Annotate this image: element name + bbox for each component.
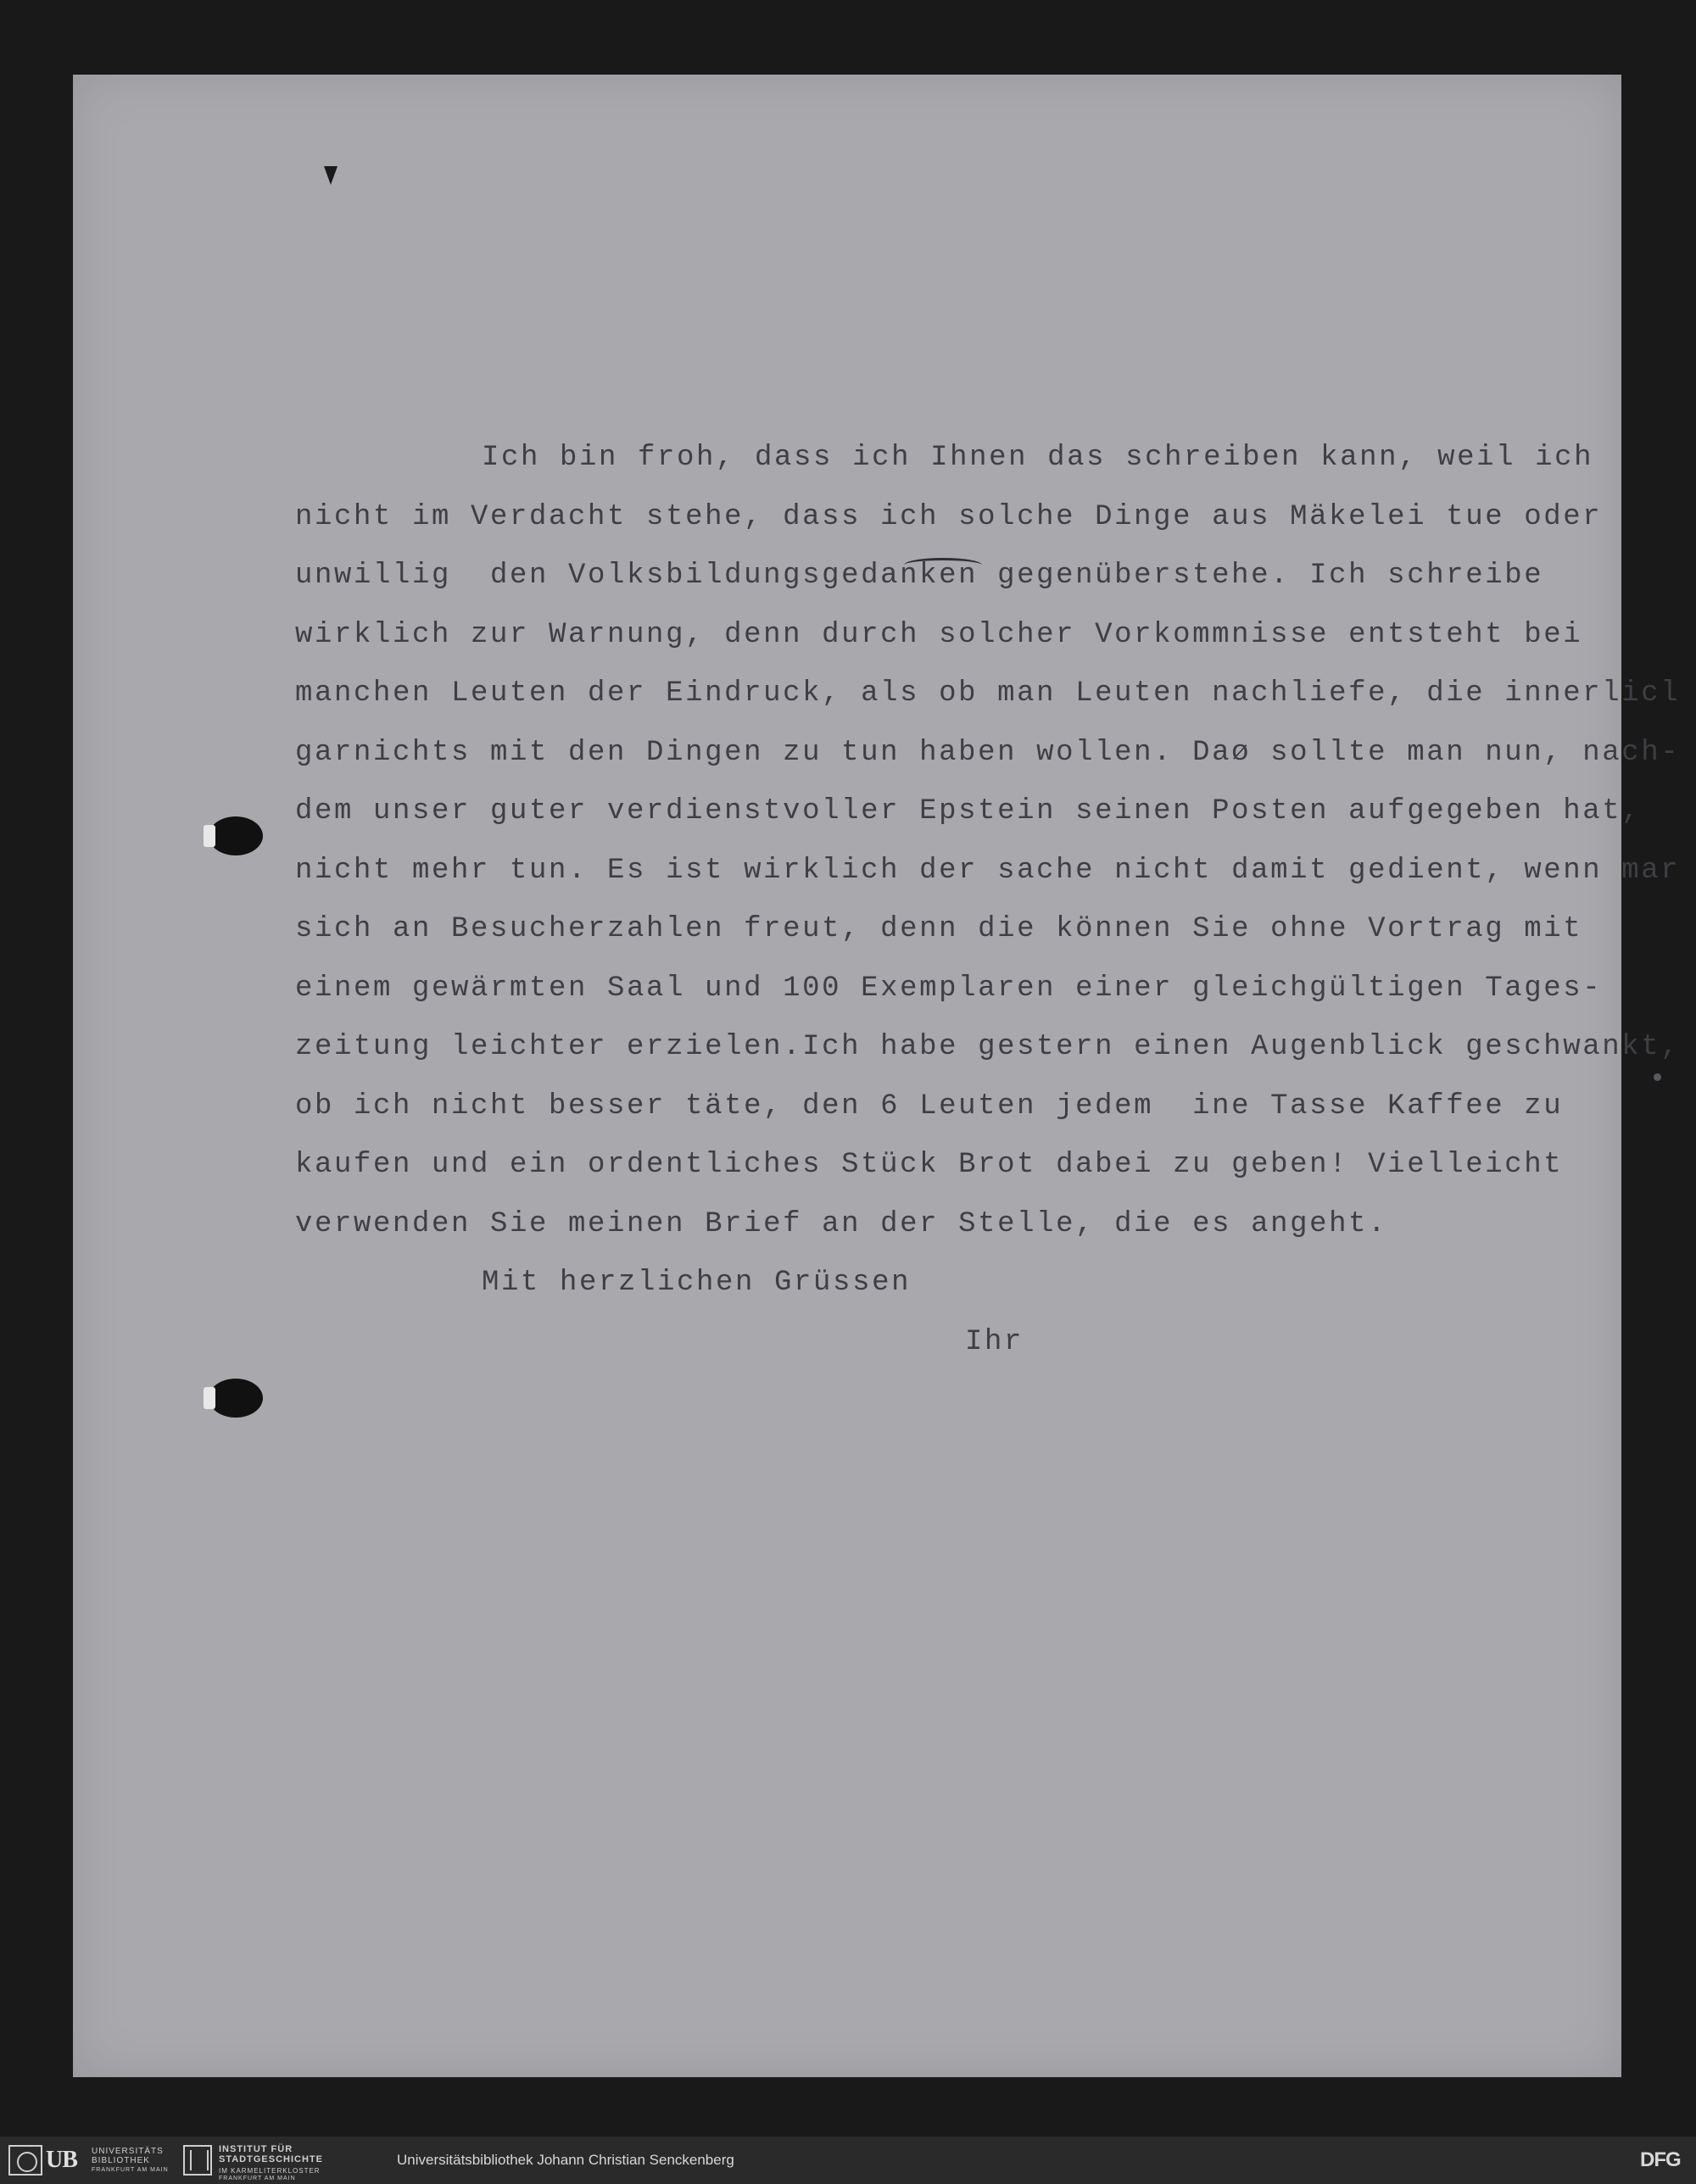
- letter-closing: Mit herzlichen Grüssen: [482, 1267, 912, 1299]
- letter-line: nicht mehr tun. Es ist wirklich der sache nicht damit gedient, wenn mar: [295, 855, 1681, 887]
- letter-line: unwillig den Volksbildungsgedanken gegenüberstehe. Ich schreibe: [295, 560, 1544, 592]
- university-library-logo-icon: [8, 2145, 42, 2176]
- letter-line: garnichts mit den Dingen zu tun haben wollen. Daø sollte man nun, nach-: [295, 737, 1681, 769]
- letter-page: [73, 75, 1681, 2077]
- letter-line: nicht im Verdacht stehe, dass ich solche Dinge aus Mäkelei tue oder: [295, 501, 1603, 533]
- letter-line: Ich bin froh, dass ich Ihnen das schreiben kann, weil ich: [482, 442, 1594, 474]
- institute-location-line: IM KARMELITERKLOSTER: [219, 2167, 321, 2175]
- letter-body: [73, 75, 1681, 2077]
- institute-city-line: FRANKFURT AM MAIN: [219, 2176, 296, 2181]
- letter-line: wirklich zur Warnung, denn durch solcher Vorkommnisse entsteht bei: [295, 619, 1583, 651]
- letter-line: verwenden Sie meinen Brief an der Stelle, die es angeht.: [295, 1208, 1388, 1240]
- letter-line: dem unser guter verdienstvoller Epstein seinen Posten aufgegeben hat,: [295, 795, 1642, 827]
- stray-ink-dot: [1654, 1073, 1661, 1081]
- letter-line: manchen Leuten der Eindruck, als ob man Leuten nachliefe, die innerlicl: [295, 677, 1681, 710]
- ub-city-line: FRANKFURT AM MAIN: [92, 2167, 169, 2173]
- institute-logo-icon: [183, 2145, 212, 2176]
- footer-bar: [0, 2137, 1696, 2184]
- dfg-logo: DFG: [1640, 2148, 1681, 2171]
- ub-initials: UB: [46, 2147, 77, 2173]
- letter-line: ob ich nicht besser täte, den 6 Leuten jedem ine Tasse Kaffee zu: [295, 1090, 1564, 1123]
- ub-name-line: UNIVERSITÄTS: [92, 2147, 164, 2156]
- library-name: Universitätsbibliothek Johann Christian Senckenberg: [397, 2152, 734, 2168]
- institute-name-line: STADTGESCHICHTE: [219, 2154, 323, 2164]
- ub-name-line: BIBLIOTHEK: [92, 2156, 150, 2165]
- letter-line: sich an Besucherzahlen freut, denn die können Sie ohne Vortrag mit: [295, 913, 1583, 945]
- letter-signature: Ihr: [965, 1326, 1024, 1358]
- institute-name-line: INSTITUT FÜR: [219, 2144, 293, 2154]
- letter-line: einem gewärmten Saal und 100 Exemplaren einer gleichgültigen Tages-: [295, 972, 1603, 1005]
- letter-line: zeitung leichter erzielen.Ich habe gestern einen Augenblick geschwankt,: [295, 1031, 1681, 1063]
- letter-line: kaufen und ein ordentliches Stück Brot dabei zu geben! Vielleicht: [295, 1149, 1564, 1181]
